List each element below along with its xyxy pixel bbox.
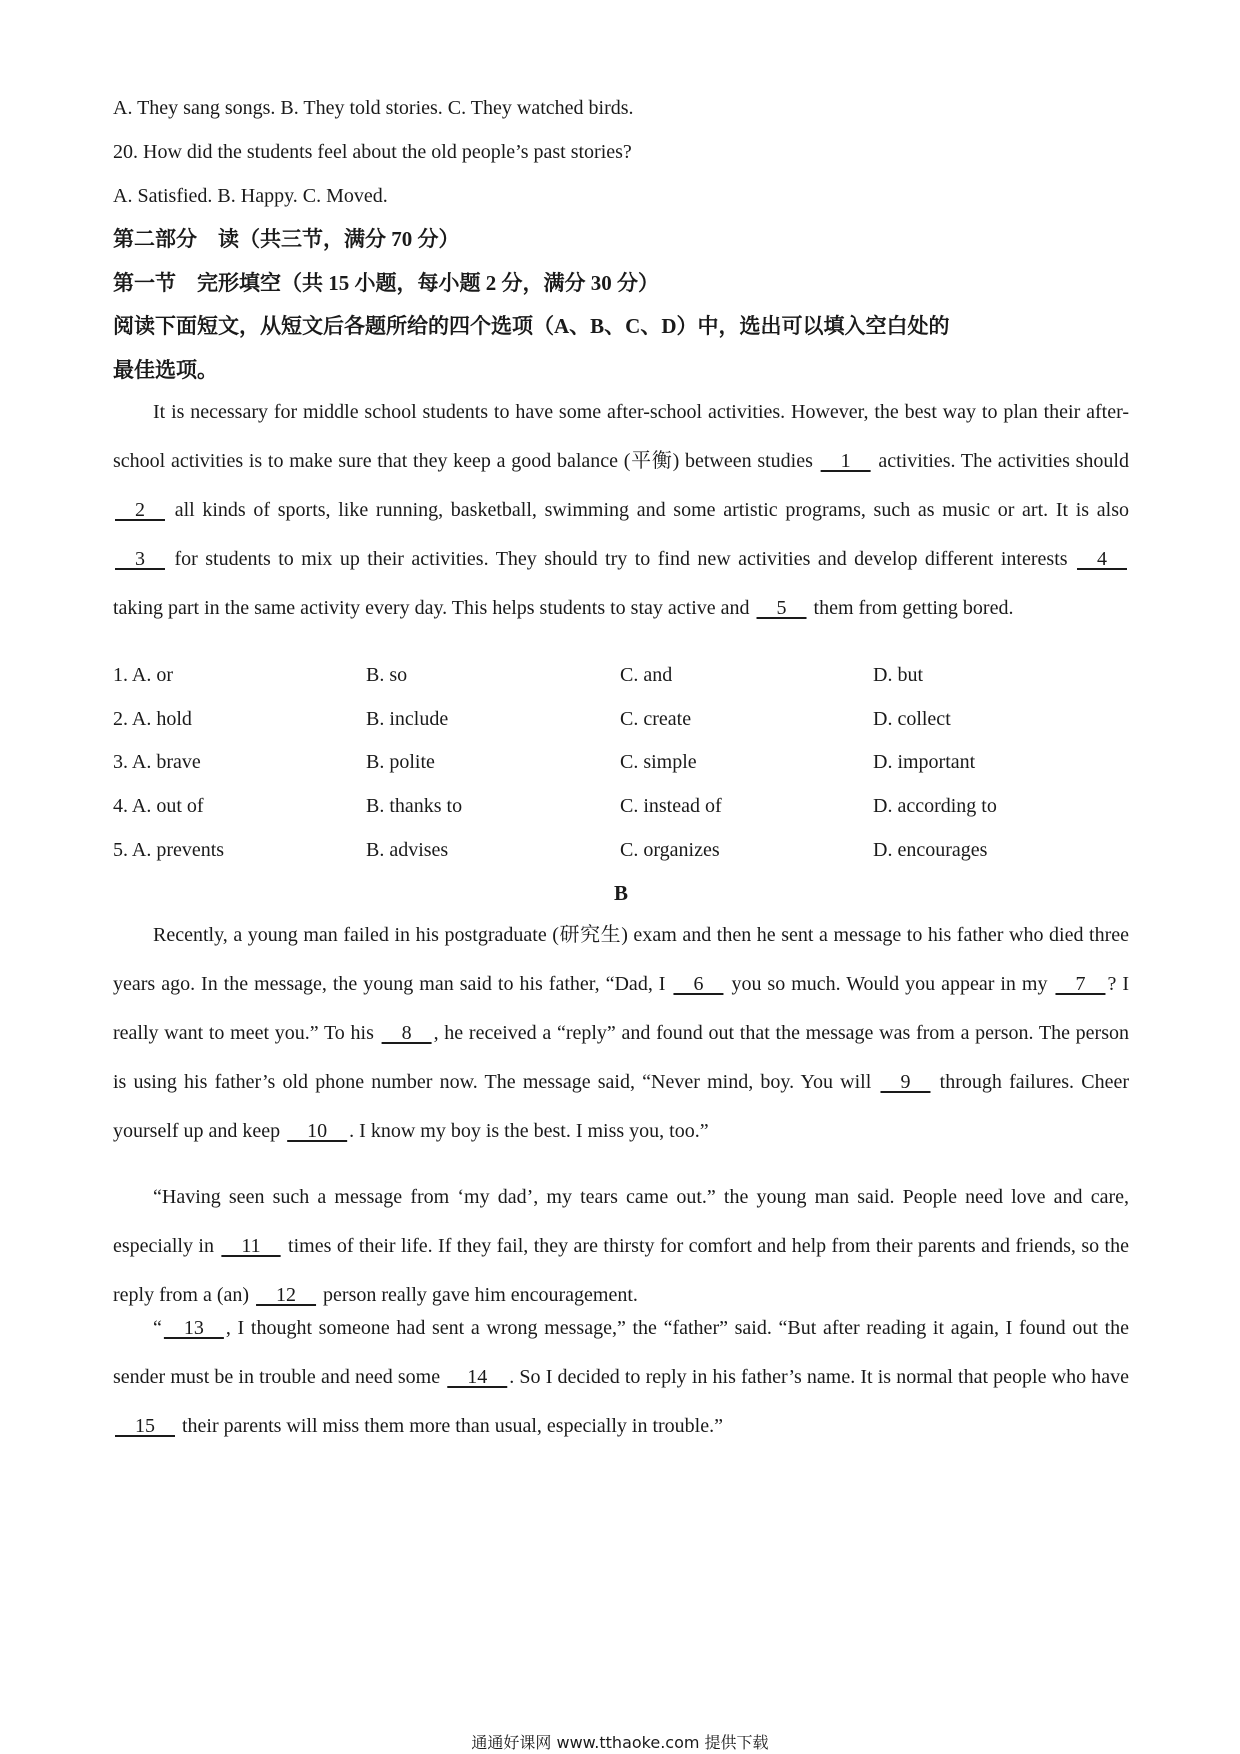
blank-11: 11 — [221, 1235, 281, 1257]
option-a: 4. A. out of — [113, 795, 204, 817]
blank-8: 8 — [381, 1022, 432, 1044]
passage-text: you so much. Would you appear in my — [725, 973, 1054, 995]
passage-text: all kinds of sports, like running, basketball, swimming and some artistic programs, such as music or art. It is also — [167, 499, 1129, 521]
passage-b-paragraph-2 — [113, 1173, 1129, 1320]
passage-b-paragraph-1 — [113, 911, 1129, 1156]
option-b: B. polite — [366, 751, 435, 773]
question-20: 20. How did the students feel about the old people’s past stories? — [113, 141, 632, 163]
answer-options-q20: A. Satisfied. B. Happy. C. Moved. — [113, 185, 388, 207]
passage-text: ? I really want to meet you.” To his — [113, 973, 1129, 1044]
blank-3: 3 — [115, 548, 165, 570]
blank-1: 1 — [820, 450, 871, 472]
passage-text: for students to mix up their activities. They should try to find new activities and develop different interests — [167, 548, 1075, 570]
blank-2: 2 — [115, 499, 165, 521]
blank-15: 15 — [115, 1415, 175, 1437]
passage-text: activities. The activities should — [872, 450, 1129, 472]
passage-text: , he received a “reply” and found out that the message was from a person. The person is using his father’s old phone number now. The message said, “Never mind, boy. You will — [113, 1022, 1129, 1093]
blank-12: 12 — [256, 1284, 317, 1306]
passage-text: person really gave him encouragement. — [318, 1284, 638, 1306]
option-c: C. organizes — [620, 839, 720, 861]
option-c: C. simple — [620, 751, 697, 773]
option-c: C. instead of — [620, 795, 722, 817]
option-c: C. create — [620, 708, 692, 730]
option-d: D. important — [873, 751, 976, 773]
passage-text: “ — [153, 1317, 162, 1339]
option-d: D. encourages — [873, 839, 988, 861]
option-b: B. thanks to — [366, 795, 463, 817]
passage-text: taking part in the same activity every day. This helps students to stay active and — [113, 597, 755, 619]
passage-text: . I know my boy is the best. I miss you, too.” — [349, 1120, 709, 1142]
passage-text: It is necessary for middle school students to have some after-school activities. However, the best way to plan their after-school activities is to make sure that they keep a good balance (平衡) between studies — [113, 401, 1129, 472]
blank-9: 9 — [880, 1071, 931, 1093]
option-row-2 — [113, 707, 1129, 731]
blank-10: 10 — [287, 1120, 348, 1142]
option-b: B. so — [366, 664, 408, 686]
option-d: D. collect — [873, 708, 951, 730]
part-two-heading: 第二部分 读（共三节，满分 70 分） — [113, 227, 460, 251]
answer-options-q19: A. They sang songs. B. They told stories. C. They watched birds. — [113, 97, 634, 119]
option-b: B. advises — [366, 839, 449, 861]
passage-text: through failures. Cheer yourself up and keep — [113, 1071, 1129, 1142]
passage-text: Recently, a young man failed in his postgraduate (研究生) exam and then he sent a message to his father who died three years ago. In the message, the young man said to his father, “Dad, I — [113, 924, 1129, 995]
passage-text: . So I decided to reply in his father’s name. It is normal that people who have — [509, 1366, 1129, 1388]
passage-text: them from getting bored. — [808, 597, 1014, 619]
instructions-line-2: 最佳选项。 — [113, 358, 218, 382]
blank-13: 13 — [163, 1317, 224, 1339]
blank-14: 14 — [447, 1366, 508, 1388]
footer-watermark-text: 通通好课网 www.tthaoke.com 提供下载 — [471, 1733, 769, 1752]
passage-b-paragraph-3 — [113, 1304, 1129, 1451]
option-row-4 — [113, 794, 1129, 818]
section-one-heading: 第一节 完形填空（共 15 小题，每小题 2 分，满分 30 分） — [113, 271, 659, 295]
blank-7: 7 — [1055, 973, 1106, 995]
option-a: 2. A. hold — [113, 708, 192, 730]
option-a: 1. A. or — [113, 664, 173, 686]
option-a: 3. A. brave — [113, 751, 201, 773]
passage-text: times of their life. If they fail, they are thirsty for comfort and help from their parents and friends, so the reply from a (an) — [113, 1235, 1129, 1306]
option-d: D. but — [873, 664, 923, 686]
option-c: C. and — [620, 664, 673, 686]
option-row-3 — [113, 750, 1129, 774]
option-row-5 — [113, 838, 1129, 862]
passage-text: “Having seen such a message from ‘my dad’, my tears came out.” the young man said. People need love and care, especially in — [113, 1186, 1129, 1257]
passage-text: their parents will miss them more than usual, especially in trouble.” — [177, 1415, 723, 1437]
passage-a — [113, 388, 1129, 633]
passage-text: , I thought someone had sent a wrong message,” the “father” said. “But after reading it again, I found out the sender must be in trouble and need some — [113, 1317, 1129, 1388]
blank-6: 6 — [673, 973, 724, 995]
option-a: 5. A. prevents — [113, 839, 225, 861]
section-b-heading: B — [613, 881, 628, 905]
option-b: B. include — [366, 708, 449, 730]
instructions-line-1: 阅读下面短文，从短文后各题所给的四个选项（A、B、C、D）中，选出可以填入空白处的 — [113, 314, 950, 338]
option-d: D. according to — [873, 795, 997, 817]
blank-4: 4 — [1077, 548, 1127, 570]
blank-5: 5 — [756, 597, 807, 619]
option-row-1 — [113, 663, 1129, 687]
